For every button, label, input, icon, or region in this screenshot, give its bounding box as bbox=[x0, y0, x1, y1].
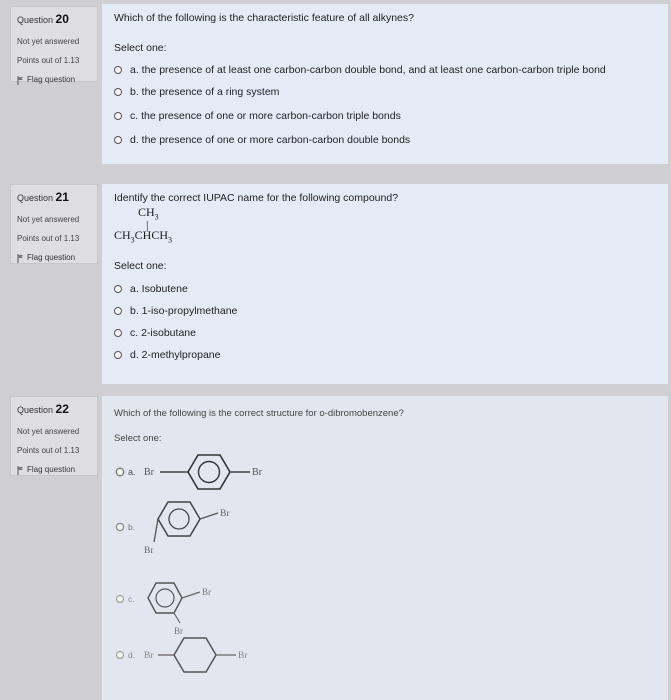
question-info-21 bbox=[10, 184, 98, 264]
benzene-ring bbox=[188, 455, 230, 489]
radio-button[interactable] bbox=[114, 329, 122, 337]
radio-button[interactable] bbox=[117, 596, 124, 603]
option-letter: b. bbox=[128, 522, 136, 532]
question-text: Which of the following is the characteristic feature of all alkynes? bbox=[114, 12, 414, 24]
formula-bond: | bbox=[146, 217, 149, 232]
question-text: Which of the following is the correct structure for o-dibromobenzene? bbox=[114, 408, 404, 419]
radio-button[interactable] bbox=[114, 351, 122, 359]
question-number: Question 22 bbox=[17, 402, 69, 416]
question-content-22 bbox=[102, 396, 668, 700]
option-letter: a. bbox=[128, 467, 136, 477]
flag-icon bbox=[17, 466, 24, 475]
answer-option-c[interactable]: c. 2-isobutane bbox=[114, 322, 656, 344]
question-content-20 bbox=[102, 4, 668, 164]
substituent-label: Br bbox=[174, 626, 183, 636]
flag-icon bbox=[17, 254, 24, 263]
answer-option-b[interactable]: b. 1-iso-propylmethane bbox=[114, 300, 656, 322]
answer-option-c[interactable]: c. the presence of one or more carbon-carbon triple bonds bbox=[114, 104, 656, 128]
structure-options bbox=[114, 452, 414, 692]
question-grade: Points out of 1.13 bbox=[17, 445, 80, 455]
radio-button[interactable] bbox=[114, 112, 122, 120]
flag-question-link[interactable]: Flag question bbox=[17, 465, 91, 475]
radio-button[interactable] bbox=[114, 285, 122, 293]
formula-branch: $CH_3$ bbox=[138, 205, 159, 222]
substituent-label: Br bbox=[220, 509, 230, 519]
question-number: Question 21 bbox=[17, 190, 69, 204]
question-content-21 bbox=[102, 184, 668, 384]
flag-question-link[interactable]: Flag question bbox=[17, 75, 91, 85]
benzene-ring bbox=[158, 502, 200, 536]
substituent-label: Br bbox=[238, 651, 248, 661]
question-grade: Points out of 1.13 bbox=[17, 233, 80, 243]
answer-option-d[interactable]: d. the presence of one or more carbon-carbon double bonds bbox=[114, 128, 656, 152]
question-number: Question 20 bbox=[17, 12, 69, 26]
option-letter: c. bbox=[128, 594, 135, 604]
question-info-22 bbox=[10, 396, 98, 476]
flag-icon bbox=[17, 76, 24, 85]
radio-button[interactable] bbox=[117, 652, 124, 659]
select-one-prompt: Select one: bbox=[114, 260, 167, 273]
answer-option-a[interactable] bbox=[116, 455, 262, 489]
radio-button[interactable] bbox=[116, 523, 123, 530]
substituent-label: Br bbox=[144, 651, 154, 661]
answer-option-a[interactable]: a. the presence of at least one carbon-carbon double bond, and at least one carbon-carbon triple bond bbox=[114, 60, 656, 80]
answer-option-b[interactable]: b. the presence of a ring system bbox=[114, 80, 656, 104]
question-info-20 bbox=[10, 6, 98, 85]
substituent-label: Br bbox=[202, 587, 211, 597]
answer-option-a[interactable]: a. Isobutene bbox=[114, 278, 656, 300]
select-one-prompt: Select one: bbox=[114, 42, 167, 54]
formula-chain: $CH_3CHCH_3$ bbox=[114, 227, 173, 245]
answer-option-c[interactable] bbox=[117, 583, 212, 636]
option-letter: d. bbox=[128, 650, 136, 660]
radio-button[interactable] bbox=[114, 66, 122, 74]
radio-button[interactable] bbox=[116, 468, 124, 476]
substituent-label: Br bbox=[252, 467, 262, 478]
compound-formula bbox=[114, 206, 656, 244]
benzene-ring bbox=[148, 583, 182, 613]
flag-question-link[interactable]: Flag question bbox=[17, 253, 91, 263]
question-state: Not yet answered bbox=[17, 426, 80, 436]
answer-option-d[interactable]: d. 2-methylpropane bbox=[114, 344, 656, 366]
substituent-label: Br bbox=[144, 546, 154, 556]
question-state: Not yet answered bbox=[17, 36, 80, 46]
substituent-label: Br bbox=[144, 467, 154, 478]
answer-option-d[interactable] bbox=[117, 638, 249, 672]
question-text: Identify the correct IUPAC name for the following compound? bbox=[114, 192, 399, 204]
cyclohexane-ring bbox=[174, 638, 216, 672]
select-one-prompt: Select one: bbox=[114, 433, 162, 444]
question-state: Not yet answered bbox=[17, 214, 80, 224]
radio-button[interactable] bbox=[114, 307, 122, 315]
answer-option-b[interactable] bbox=[116, 502, 230, 556]
question-grade: Points out of 1.13 bbox=[17, 55, 80, 65]
radio-button[interactable] bbox=[114, 136, 122, 144]
radio-button[interactable] bbox=[114, 88, 122, 96]
